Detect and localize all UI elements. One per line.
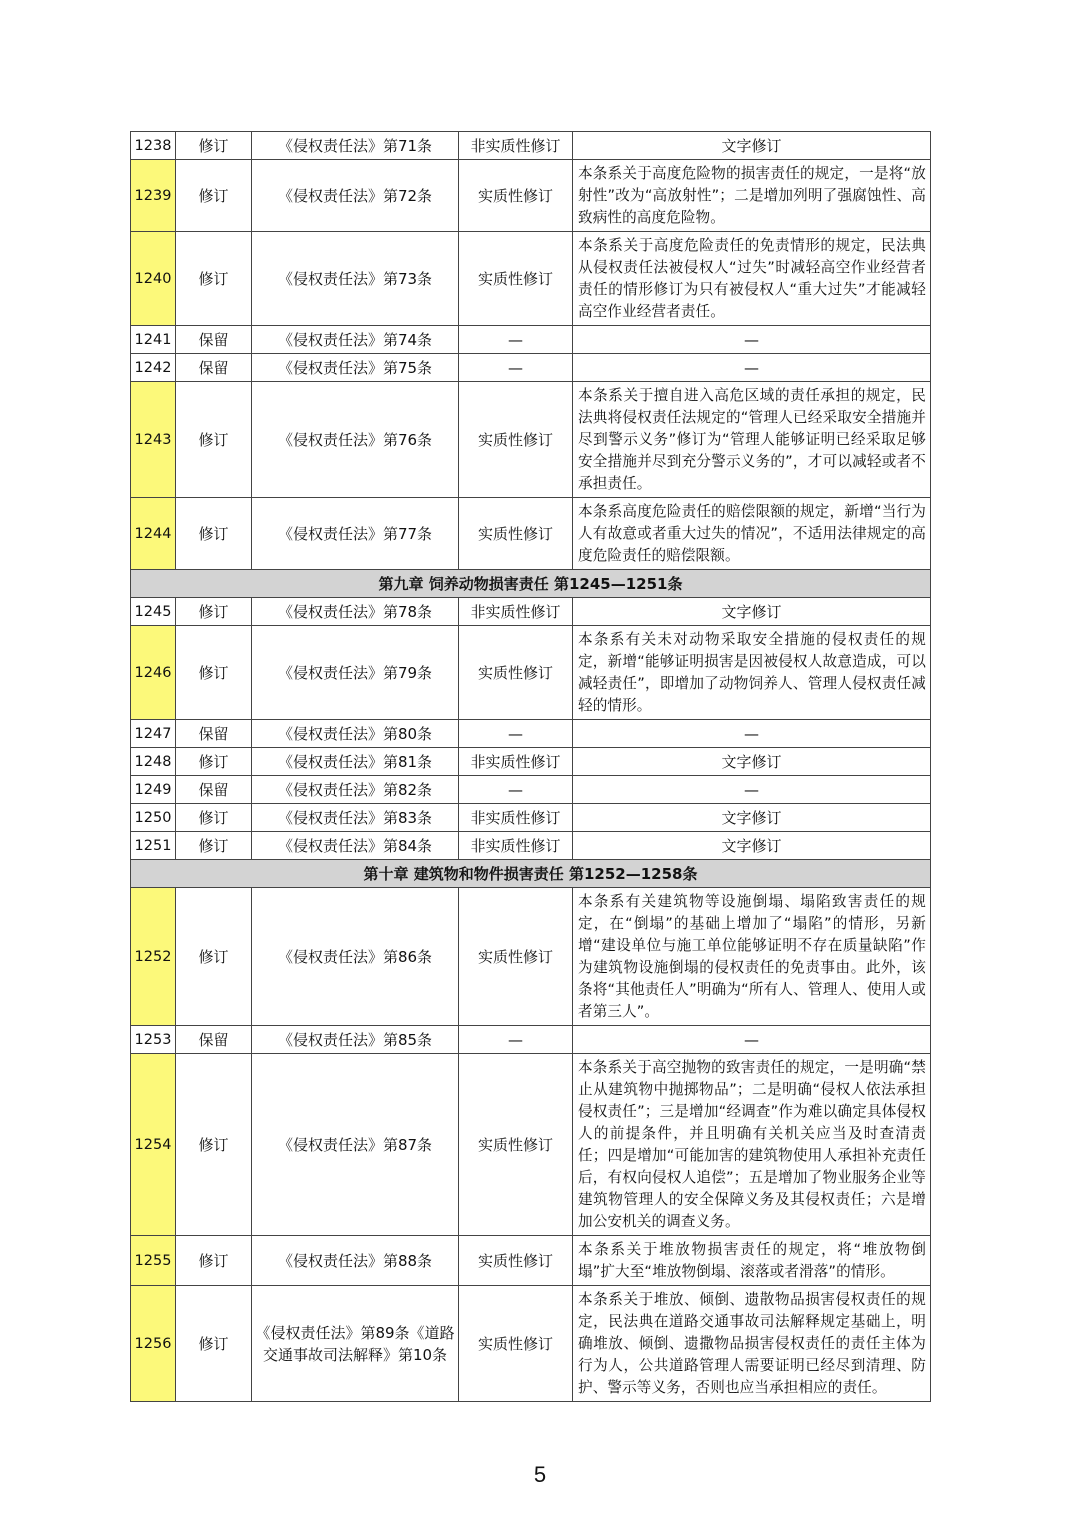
source-reference-cell: 《侵权责任法》第85条 <box>252 1026 459 1054</box>
description-cell: 本条系高度危险责任的赔偿限额的规定，新增“当行为人有故意或者重大过失的情况”，不适用法律规定的高度危险责任的赔偿限额。 <box>573 498 931 570</box>
chapter-header-row <box>131 570 931 598</box>
table-row <box>131 1054 931 1236</box>
action-cell: 修订 <box>176 382 252 498</box>
source-reference-cell: 《侵权责任法》第89条《道路交通事故司法解释》第10条 <box>252 1286 459 1402</box>
chapter-title: 第十章 建筑物和物件损害责任 第1252—1258条 <box>131 860 931 888</box>
revision-nature-cell: 实质性修订 <box>459 160 573 232</box>
description-cell: — <box>573 720 931 748</box>
revision-nature-cell: — <box>459 720 573 748</box>
table-row <box>131 382 931 498</box>
revision-nature-cell: 实质性修订 <box>459 232 573 326</box>
description-cell: 本条系关于高度危险责任的免责情形的规定，民法典从侵权责任法被侵权人“过失”时减轻高空作业经营者责任的情形修订为只有被侵权人“重大过失”才能减轻高空作业经营者责任。 <box>573 232 931 326</box>
page-number: 5 <box>533 1462 547 1487</box>
source-reference-cell: 《侵权责任法》第83条 <box>252 804 459 832</box>
source-reference-cell: 《侵权责任法》第79条 <box>252 626 459 720</box>
source-reference-cell: 《侵权责任法》第74条 <box>252 326 459 354</box>
table-row <box>131 132 931 160</box>
article-number-cell: 1245 <box>131 598 176 626</box>
action-cell: 修订 <box>176 1054 252 1236</box>
revision-nature-cell: 非实质性修订 <box>459 832 573 860</box>
action-cell: 保留 <box>176 776 252 804</box>
table-row <box>131 232 931 326</box>
article-number-cell: 1249 <box>131 776 176 804</box>
action-cell: 保留 <box>176 720 252 748</box>
article-number-cell: 1251 <box>131 832 176 860</box>
action-cell: 修订 <box>176 598 252 626</box>
action-cell: 修订 <box>176 232 252 326</box>
description-cell: 本条系关于擅自进入高危区域的责任承担的规定，民法典将侵权责任法规定的“管理人已经采取安全措施并尽到警示义务”修订为“管理人能够证明已经采取足够安全措施并尽到充分警示义务的”，才可以减轻或者不承担责任。 <box>573 382 931 498</box>
article-number-cell: 1255 <box>131 1236 176 1286</box>
table-row <box>131 804 931 832</box>
article-number-cell: 1243 <box>131 382 176 498</box>
revision-nature-cell: — <box>459 354 573 382</box>
revision-nature-cell: 非实质性修订 <box>459 598 573 626</box>
source-reference-cell: 《侵权责任法》第75条 <box>252 354 459 382</box>
table-row <box>131 160 931 232</box>
article-number-cell: 1238 <box>131 132 176 160</box>
table-row <box>131 720 931 748</box>
revision-nature-cell: 实质性修订 <box>459 888 573 1026</box>
source-reference-cell: 《侵权责任法》第87条 <box>252 1054 459 1236</box>
description-cell: — <box>573 354 931 382</box>
action-cell: 修订 <box>176 1286 252 1402</box>
article-number-cell: 1250 <box>131 804 176 832</box>
source-reference-cell: 《侵权责任法》第81条 <box>252 748 459 776</box>
description-cell: 本条系有关未对动物采取安全措施的侵权责任的规定，新增“能够证明损害是因被侵权人故意造成，可以减轻责任”，即增加了动物饲养人、管理人侵权责任减轻的情形。 <box>573 626 931 720</box>
description-cell: 文字修订 <box>573 132 931 160</box>
source-reference-cell: 《侵权责任法》第71条 <box>252 132 459 160</box>
chapter-title: 第九章 饲养动物损害责任 第1245—1251条 <box>131 570 931 598</box>
source-reference-cell: 《侵权责任法》第86条 <box>252 888 459 1026</box>
action-cell: 修订 <box>176 160 252 232</box>
table-row <box>131 1236 931 1286</box>
action-cell: 修订 <box>176 132 252 160</box>
source-reference-cell: 《侵权责任法》第80条 <box>252 720 459 748</box>
description-cell: — <box>573 776 931 804</box>
action-cell: 保留 <box>176 1026 252 1054</box>
article-number-cell: 1239 <box>131 160 176 232</box>
table-row <box>131 832 931 860</box>
table-row <box>131 888 931 1026</box>
revision-nature-cell: — <box>459 326 573 354</box>
table-row <box>131 748 931 776</box>
revision-nature-cell: 实质性修订 <box>459 626 573 720</box>
article-number-cell: 1244 <box>131 498 176 570</box>
article-number-cell: 1253 <box>131 1026 176 1054</box>
action-cell: 修订 <box>176 804 252 832</box>
description-cell: 文字修订 <box>573 748 931 776</box>
revision-nature-cell: 实质性修订 <box>459 1286 573 1402</box>
source-reference-cell: 《侵权责任法》第88条 <box>252 1236 459 1286</box>
action-cell: 保留 <box>176 354 252 382</box>
action-cell: 修订 <box>176 888 252 1026</box>
revision-nature-cell: 实质性修订 <box>459 1054 573 1236</box>
description-cell: — <box>573 326 931 354</box>
article-number-cell: 1246 <box>131 626 176 720</box>
article-number-cell: 1242 <box>131 354 176 382</box>
action-cell: 修订 <box>176 498 252 570</box>
revision-nature-cell: — <box>459 1026 573 1054</box>
revision-nature-cell: 非实质性修订 <box>459 748 573 776</box>
table-row <box>131 354 931 382</box>
table-body <box>131 132 931 1402</box>
table-row <box>131 326 931 354</box>
chapter-header-row <box>131 860 931 888</box>
source-reference-cell: 《侵权责任法》第77条 <box>252 498 459 570</box>
action-cell: 修订 <box>176 626 252 720</box>
article-number-cell: 1241 <box>131 326 176 354</box>
article-number-cell: 1254 <box>131 1054 176 1236</box>
description-cell: 本条系有关建筑物等设施倒塌、塌陷致害责任的规定，在“倒塌”的基础上增加了“塌陷”的情形，另新增“建设单位与施工单位能够证明不存在质量缺陷”作为建筑物设施倒塌的侵权责任的免责事由。此外，该条将“其他责任人”明确为“所有人、管理人、使用人或者第三人”。 <box>573 888 931 1026</box>
source-reference-cell: 《侵权责任法》第78条 <box>252 598 459 626</box>
description-cell: — <box>573 1026 931 1054</box>
table-row <box>131 498 931 570</box>
description-cell: 本条系关于堆放、倾倒、遗散物品损害侵权责任的规定，民法典在道路交通事故司法解释规定基础上，明确堆放、倾倒、遗撒物品损害侵权责任的责任主体为行为人，公共道路管理人需要证明已经尽到清理、防护、警示等义务，否则也应当承担相应的责任。 <box>573 1286 931 1402</box>
action-cell: 修订 <box>176 748 252 776</box>
action-cell: 修订 <box>176 1236 252 1286</box>
table-row <box>131 598 931 626</box>
action-cell: 修订 <box>176 832 252 860</box>
description-cell: 文字修订 <box>573 598 931 626</box>
description-cell: 本条系关于高度危险物的损害责任的规定，一是将“放射性”改为“高放射性”；二是增加列明了强腐蚀性、高致病性的高度危险物。 <box>573 160 931 232</box>
article-number-cell: 1252 <box>131 888 176 1026</box>
description-cell: 文字修订 <box>573 832 931 860</box>
revision-nature-cell: 实质性修订 <box>459 498 573 570</box>
source-reference-cell: 《侵权责任法》第84条 <box>252 832 459 860</box>
source-reference-cell: 《侵权责任法》第72条 <box>252 160 459 232</box>
source-reference-cell: 《侵权责任法》第82条 <box>252 776 459 804</box>
revision-nature-cell: — <box>459 776 573 804</box>
source-reference-cell: 《侵权责任法》第76条 <box>252 382 459 498</box>
revision-nature-cell: 实质性修订 <box>459 1236 573 1286</box>
table-row <box>131 626 931 720</box>
article-number-cell: 1240 <box>131 232 176 326</box>
comparison-table <box>130 131 931 1402</box>
action-cell: 保留 <box>176 326 252 354</box>
source-reference-cell: 《侵权责任法》第73条 <box>252 232 459 326</box>
table-row <box>131 1026 931 1054</box>
article-number-cell: 1248 <box>131 748 176 776</box>
revision-nature-cell: 非实质性修订 <box>459 132 573 160</box>
article-number-cell: 1256 <box>131 1286 176 1402</box>
revision-nature-cell: 实质性修订 <box>459 382 573 498</box>
description-cell: 文字修订 <box>573 804 931 832</box>
description-cell: 本条系关于高空抛物的致害责任的规定，一是明确“禁止从建筑物中抛掷物品”；二是明确“侵权人依法承担侵权责任”；三是增加“经调查”作为难以确定具体侵权人的前提条件，并且明确有关机关应当及时查清责任；四是增加“可能加害的建筑物使用人承担补充责任后，有权向侵权人追偿”；五是增加了物业服务企业等建筑物管理人的安全保障义务及其侵权责任；六是增加公安机关的调查义务。 <box>573 1054 931 1236</box>
table-row <box>131 776 931 804</box>
article-number-cell: 1247 <box>131 720 176 748</box>
table-row <box>131 1286 931 1402</box>
revision-nature-cell: 非实质性修订 <box>459 804 573 832</box>
description-cell: 本条系关于堆放物损害责任的规定，将“堆放物倒塌”扩大至“堆放物倒塌、滚落或者滑落”的情形。 <box>573 1236 931 1286</box>
